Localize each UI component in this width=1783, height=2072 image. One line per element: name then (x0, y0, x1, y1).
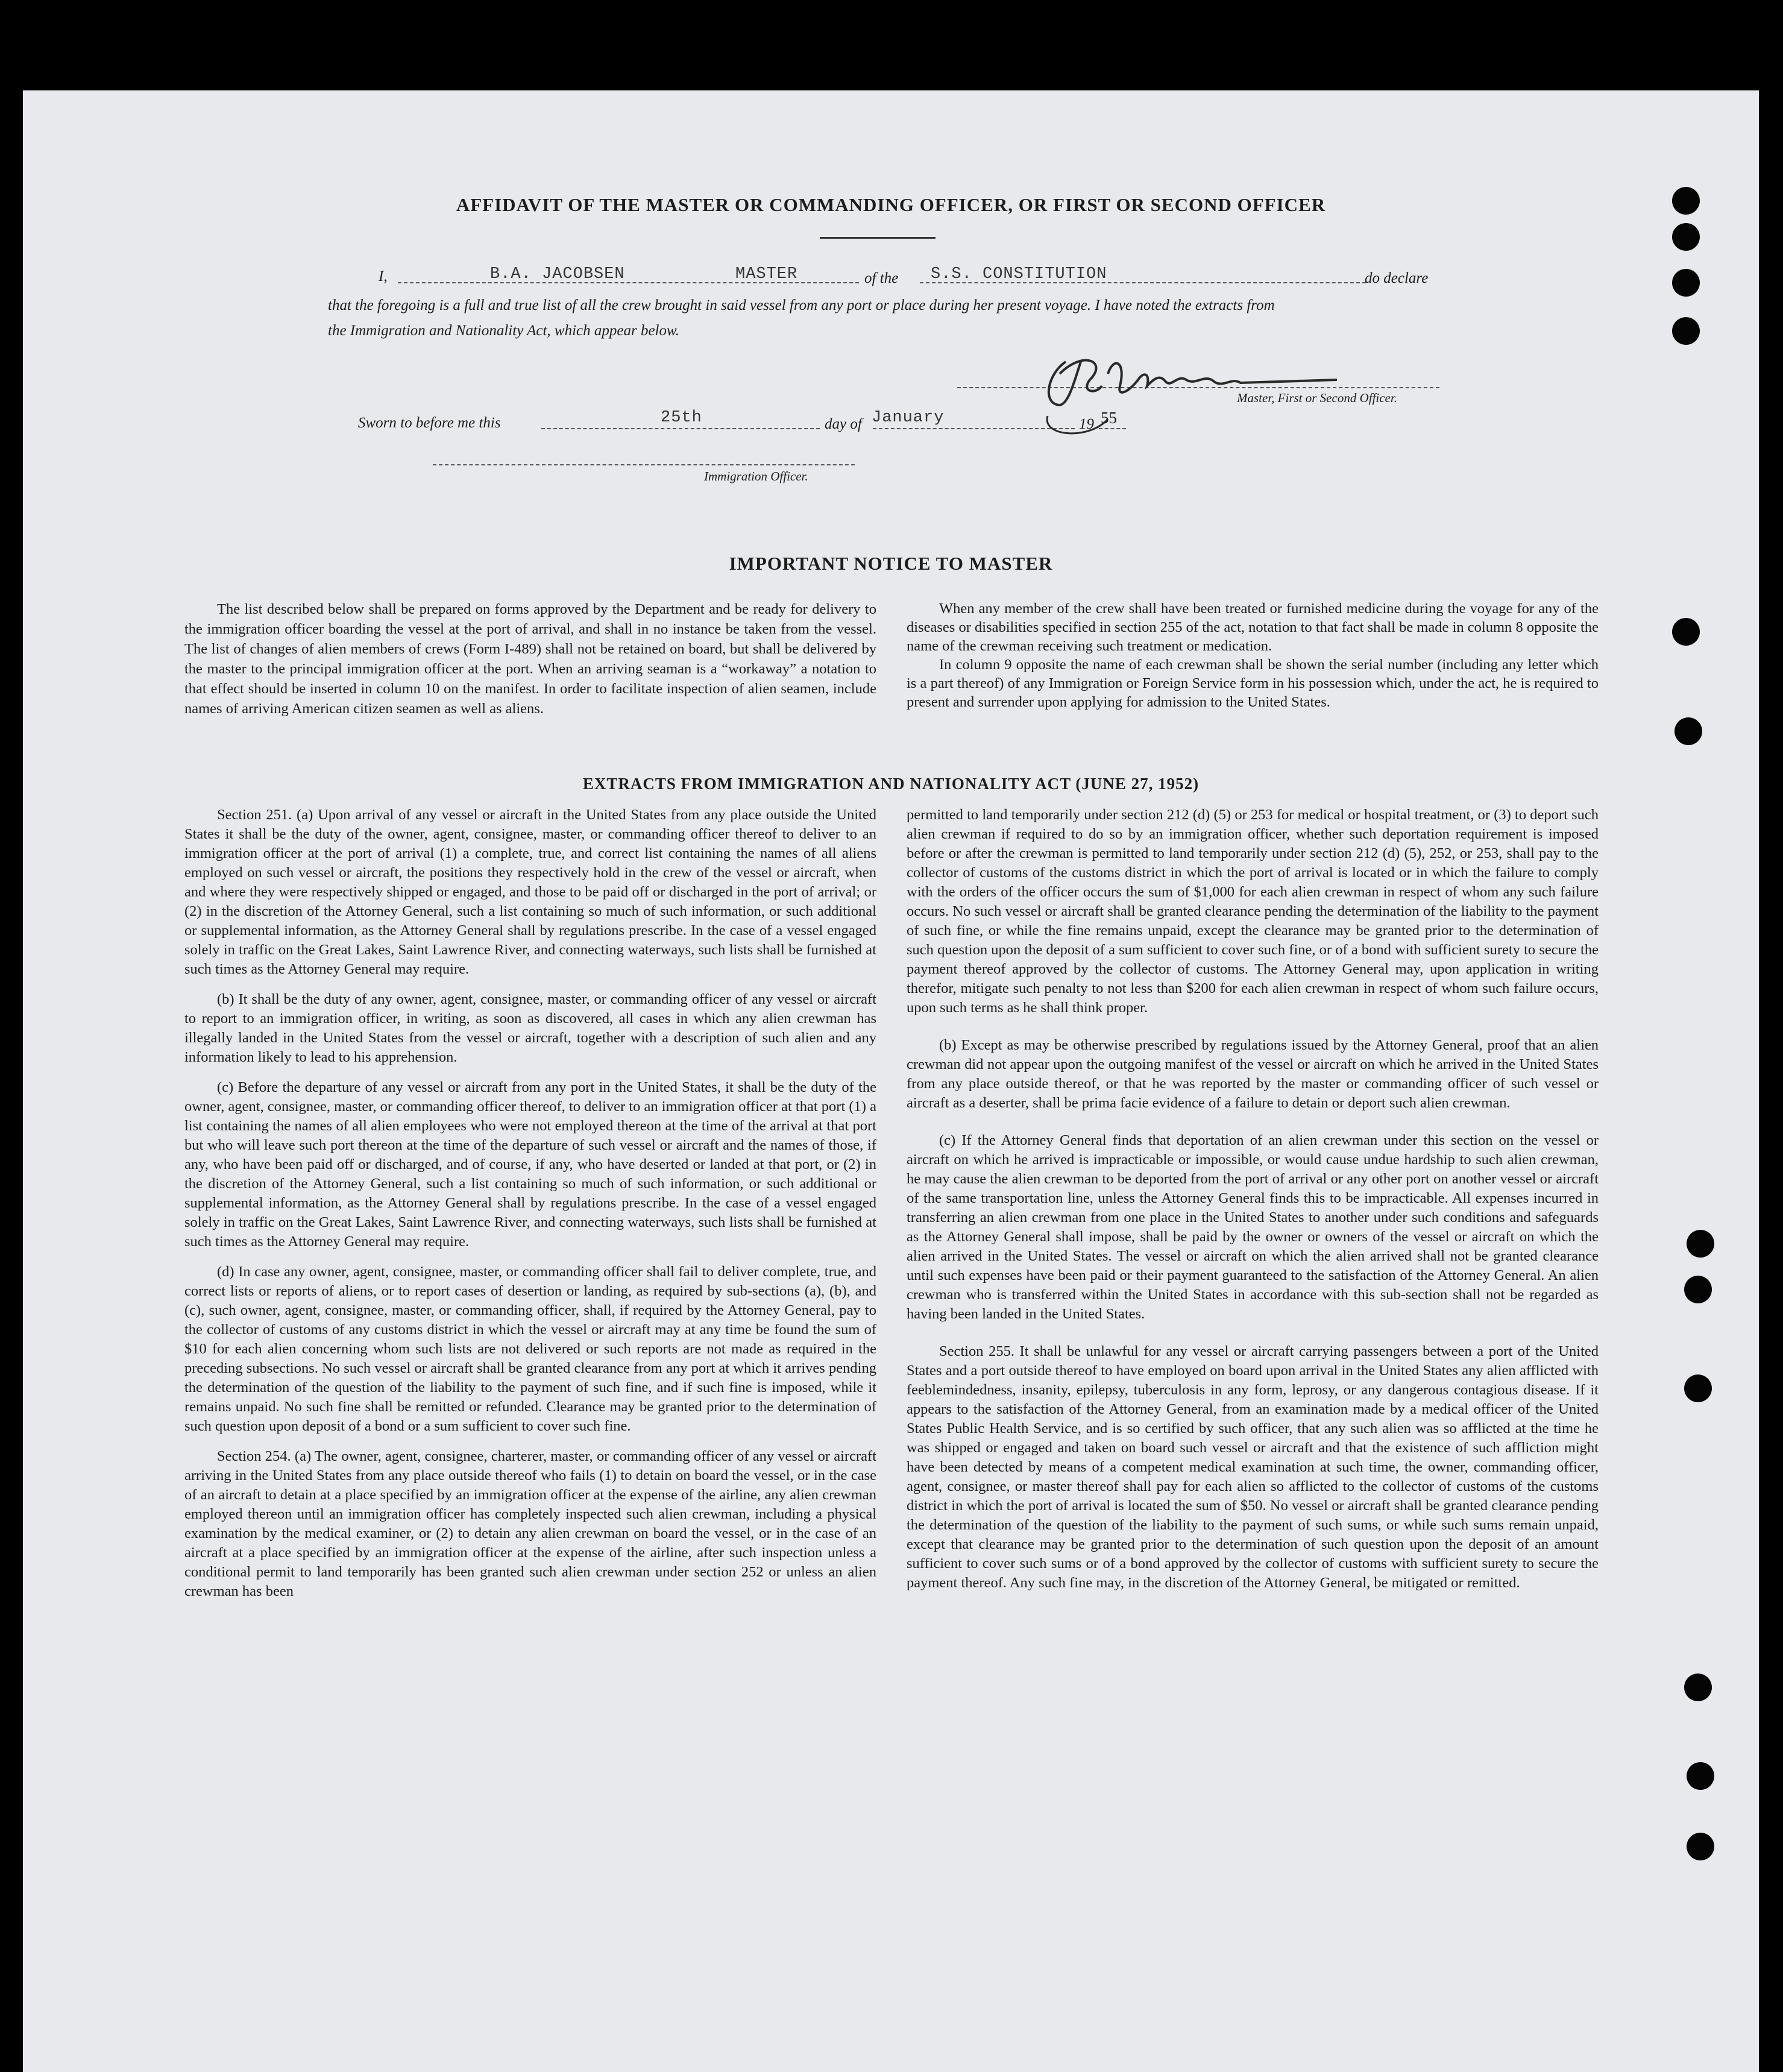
year-line (1099, 428, 1126, 429)
punch-hole (1672, 618, 1700, 646)
section-251-d: (d) In case any owner, agent, consignee, master, or commanding officer shall fail to deliver complete, true, and correct lists or reports of aliens, or to report cases of desertion or landing, as required by sub-sections (a), (b), and (c), such owner, agent, consignee, master, or commanding officer, shall, if required by the Attorney General, pay to the collector of customs of any customs district in which the vessel or aircraft may at any time be found the sum of $10 for each alien concerning whom such lists are not delivered or such reports are not made as required in the preceding subsections. No such vessel or aircraft shall be granted clearance from any port at which it arrives pending the determination of the question of the liability to the payment of such fine, and if such fine is imposed, while it remains unpaid. No such fine shall be remitted or refunded. Clearance may be granted prior to the determination of such question upon deposit of a bond or a sum sufficient to cover such fine. (184, 1264, 876, 1434)
notice-title: IMPORTANT NOTICE TO MASTER (729, 553, 1053, 574)
punch-hole (1672, 187, 1700, 215)
section-251-b: (b) It shall be the duty of any owner, agent, consignee, master, or commanding officer of any vessel or aircraft to report to an immigration officer, in writing, as soon as discovered, all cases in which any alien crewman has illegally landed in the United States from the vessel or aircraft, together with a description of such alien and any information likely to lead to his apprehension. (184, 991, 876, 1065)
day-field: 25th (661, 409, 702, 427)
declaration-line-2: that the foregoing is a full and true list of all the crew brought in said vessel from any port or place during her present voyage. I have noted the extracts from (328, 297, 1275, 313)
i-label: I, (379, 268, 388, 285)
extracts-left-column (184, 805, 876, 1601)
section-251-a: Section 251. (a) Upon arrival of any vessel or aircraft in the United States from any place outside the United States it shall be the duty of the owner, agent, consignee, master, or commanding officer thereof to deliver to an immigration officer at the port of arrival (1) a complete, true, and correct list containing the names of all aliens employed on such vessel or aircraft, the positions they respectively hold in the crew of the vessel or aircraft, when and where they were respectively shipped or engaged, and those to be paid off or discharged in the port of arrival; or (2) in the discretion of the Attorney General, such a list containing so much of such information, or such additional or supplemental information, as the Attorney General shall by regulations prescribe. In the case of a vessel engaged solely in traffic on the Great Lakes, Saint Lawrence River, and connecting waterways, such lists shall be furnished at such times as the Attorney General may require. (184, 807, 876, 977)
notice-left-column (184, 599, 876, 719)
day-line (541, 428, 820, 429)
section-254-a: Section 254. (a) The owner, agent, consignee, charterer, master, or commanding officer of any vessel or aircraft arriving in the United States from any place outside thereof who fails (1) to detain on board the vessel, or in the case of an aircraft to detain at a place specified by an immigration officer at the expense of the airline, any alien crewman employed thereon until an immigration officer has completely inspected such alien crewman, including a physical examination by the medical examiner, or (2) to detain any alien crewman on board the vessel, or in the case of an aircraft at a place specified by an immigration officer at the expense of the airline, after such inspection unless a conditional permit to land temporarily has been granted such alien crewman under section 252 or unless an alien crewman has been (184, 1448, 876, 1599)
day-of-label: day of (825, 416, 862, 432)
section-254-b: (b) Except as may be otherwise prescribed by regulations issued by the Attorney General, proof that an alien crewman did not appear upon the outgoing manifest of the vessel or aircraft on which he arrived in the United States from any place outside thereof, or that he was reported by the master or commanding officer of such vessel or aircraft as a deserter, shall be prima facie evidence of a failure to detain or deport such alien crewman. (907, 1037, 1599, 1111)
section-255: Section 255. It shall be unlawful for any vessel or aircraft carrying passengers between a port of the United States and a port outside thereof to have employed on board upon arrival in the United States any alien afflicted with feeblemindedness, insanity, epilepsy, tuberculosis in any form, leprosy, or any dangerous contagious disease. If it appears to the satisfaction of the Attorney General, from an examination made by a medical officer of the United States Public Health Service, and is so certified by such officer, that any such alien was so afflicted at the time he was shipped or engaged and taken on board such vessel or aircraft and that the existence of such affliction might have been detected by means of a competent medical examination at such time, the owner, commanding officer, agent, consignee, or master thereof shall pay for each alien so afflicted to the collector of customs of the customs district in which the port of arrival is located the sum of $50. No vessel or aircraft shall be granted clearance pending the determination of the question of the liability to the payment of such sums, or while such sums remain unpaid, except that clearance may be granted prior to the determination of such question upon the deposit of an amount sufficient to cover such sums or of a bond approved by the collector of customs with sufficient surety to secure the payment thereof. Any such fine may, in the discretion of the Attorney General, be mitigated or remitted. (907, 1343, 1599, 1591)
sworn-label: Sworn to before me this (358, 415, 501, 431)
punch-hole (1672, 269, 1700, 297)
notice-right-paragraph: In column 9 opposite the name of each crewman shall be shown the serial number (including any letter which is a part thereof) of any Immigration or Foreign Service form in his possession which, under the act, he is required to present and surrender upon applying for admission to the United States. (907, 657, 1599, 710)
extracts-title: EXTRACTS FROM IMMIGRATION AND NATIONALITY ACT (JUNE 27, 1952) (582, 775, 1200, 793)
notice-right-paragraph: When any member of the crew shall have been treated or furnished medicine during the voyage for any of the diseases or disabilities specified in section 255 of the act, notation to that fact shall be made in column 8 opposite the name of the crewman receiving such treatment or medication. (907, 600, 1599, 654)
punch-hole (1684, 1276, 1712, 1303)
month-line (873, 428, 1075, 429)
extracts-right-column (907, 805, 1599, 1593)
year-field: 55 (1101, 409, 1117, 427)
punch-hole (1687, 1833, 1714, 1860)
do-declare-label: do declare (1365, 270, 1429, 286)
declaration-line-3: the Immigration and Nationality Act, which appear below. (328, 323, 680, 339)
signer-label: Master, First or Second Officer. (1237, 391, 1397, 405)
punch-hole (1687, 1230, 1714, 1258)
punch-hole (1672, 317, 1700, 345)
punch-hole (1684, 1375, 1712, 1402)
master-name-field: B.A. JACOBSEN (490, 265, 625, 283)
rank-field: MASTER (735, 265, 798, 283)
affidavit-title: AFFIDAVIT OF THE MASTER OR COMMANDING OFFICER, OR FIRST OR SECOND OFFICER (456, 194, 1326, 215)
document-page (23, 90, 1759, 2072)
vessel-field: S.S. CONSTITUTION (931, 265, 1107, 283)
month-field: January (872, 409, 945, 427)
section-254-a-continued: permitted to land temporarily under section 212 (d) (5) or 253 for medical or hospital treatment, or (3) to deport such alien crewman if required to do so by an immigration officer, whether such deportation requirement is imposed before or after the crewman is permitted to land temporarily under section 212 (d) (5), 252, or 253, shall pay to the collector of customs of the customs district in which the port of arrival is located or in which the failure to comply with the orders of the officer occurs the sum of $1,000 for each alien crewman in respect of whom any such failure occurs. No such vessel or aircraft shall be granted clearance pending the determination of the liability to the payment of such fine, or while the fine remains unpaid, except the clearance may be granted prior to the determination of such question upon the deposit of a sum sufficient to cover such fine, or of a bond with sufficient surety to secure the payment thereof approved by the collector of customs. The Attorney General may, upon application in writing therefor, mitigate such penalty to not less than $200 for each alien crewman in respect of whom such failure occurs, upon such terms as he shall think proper. (907, 807, 1599, 1016)
section-254-c: (c) If the Attorney General finds that deportation of an alien crewman under this section on the vessel or aircraft on which he arrived is impracticable or impossible, or would cause undue hardship to such alien crewman, he may cause the alien crewman to be deported from the port of arrival or any other port on another vessel or aircraft of the same transportation line, unless the Attorney General finds this to be impracticable. All expenses incurred in transferring an alien crewman from one place in the United States to another under such conditions and safeguards as the Attorney General shall impose, shall be paid by the owner or owners of the vessel or aircraft on which the alien arrived in the United States. The vessel or aircraft on which the alien arrived shall not be granted clearance until such expenses have been paid or their payment guaranteed to the satisfaction of the Attorney General. An alien crewman who is transferred within the United States in accordance with this sub-section shall not be regarded as having been landed in the United States. (907, 1132, 1599, 1322)
title-underline (820, 237, 936, 239)
officer-line (433, 464, 855, 465)
officer-label: Immigration Officer. (704, 469, 808, 483)
section-251-c: (c) Before the departure of any vessel or aircraft from any port in the United States, it shall be the duty of the owner, agent, consignee, master, or commanding officer thereof, to deliver to an immigration officer at that port (1) a list containing the names of all alien employees who were not employed thereon at the time of the arrival at that port but who will leave such port thereon at the time of the departure of such vessel or aircraft and the names of those, if any, who have been paid off or discharged, and of course, if any, who have deserted or landed at that port, or (2) in the discretion of the Attorney General, such a list containing so much of such information, or such additional or supplemental information, as the Attorney General shall by regulations prescribe. In the case of a vessel engaged solely in traffic on the Great Lakes, Saint Lawrence River, and connecting waterways, such lists shall be furnished at such times as the Attorney General may require. (184, 1079, 876, 1250)
punch-hole (1675, 717, 1702, 745)
notice-left-paragraph: The list described below shall be prepared on forms approved by the Department and be ready for delivery to the immigration officer boarding the vessel at the port of arrival, and shall in no instance be taken from the vessel. The list of changes of alien members of crews (Form I-489) shall not be retained on board, but shall be delivered by the master to the principal immigration officer at the port. When an arriving seaman is a “workaway” a notation to that effect should be inserted in column 10 on the manifest. In order to facilitate inspection of alien seamen, include names of arriving American citizen seamen as well as aliens. (184, 601, 876, 717)
notice-right-column (907, 599, 1599, 711)
punch-hole (1684, 1674, 1712, 1701)
punch-hole (1672, 223, 1700, 251)
of-the-label: of the (864, 270, 899, 286)
punch-hole (1687, 1762, 1714, 1790)
year-prefix: 19 (1079, 416, 1094, 432)
